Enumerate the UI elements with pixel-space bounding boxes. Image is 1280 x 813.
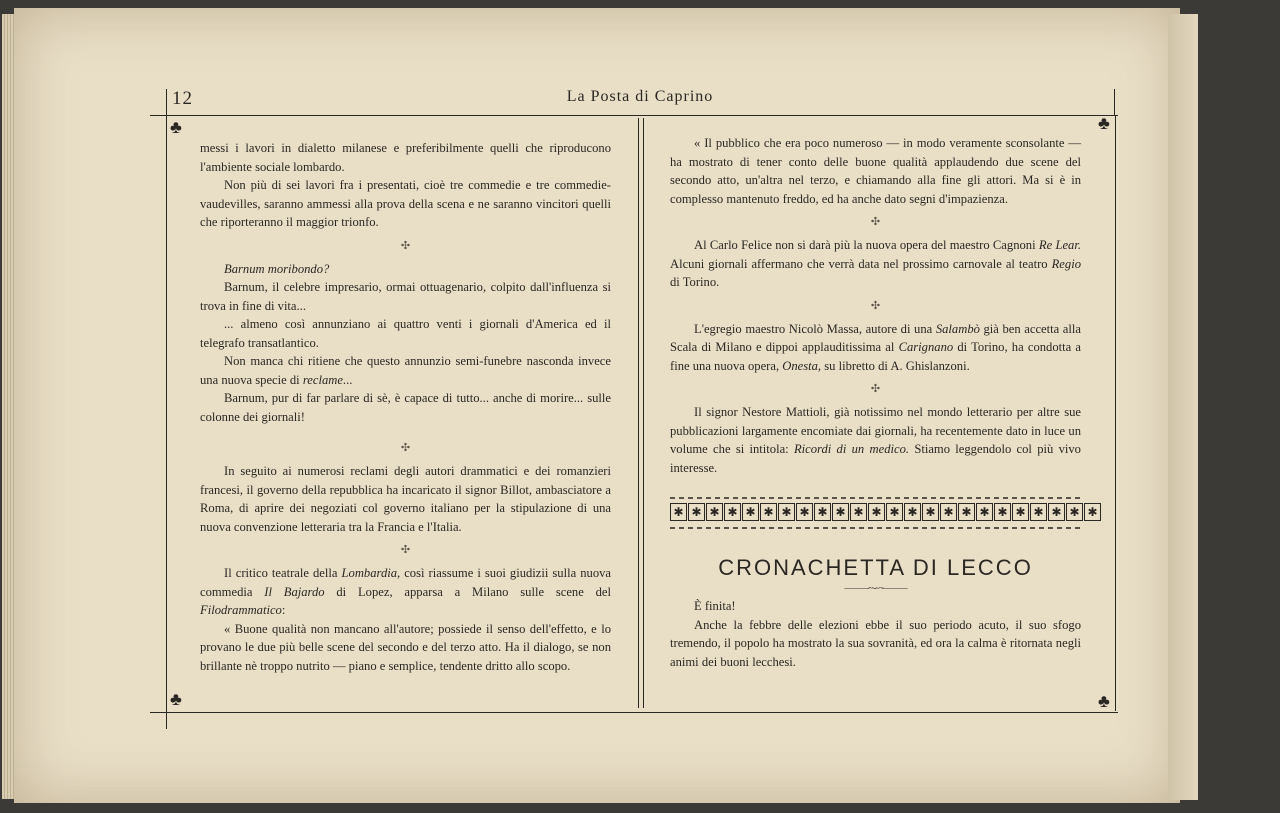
quoted-review: « Buone qualità non mancano all'autore; possiede il senso dell'effetto, e lo provano le due più belle scene del secondo e del terzo atto. Ha il dialogo, se non brillante nè troppo nutrito — piano e semplice, tendente dritto allo scopo.	[200, 621, 611, 673]
running-title: La Posta di Caprino	[566, 88, 714, 105]
clover-corner-ornament-icon: ♣	[1098, 691, 1110, 711]
clover-corner-ornament-icon: ♣	[170, 117, 182, 137]
heading-flourish-icon: ———~∽~———	[844, 583, 907, 593]
clover-corner-ornament-icon: ♣	[1098, 113, 1110, 133]
small-floral-divider-icon: ✣	[400, 239, 411, 252]
star-tile-band-icon: ✱ ✱ ✱ ✱ ✱ ✱ ✱ ✱ ✱ ✱ ✱ ✱ ✱ ✱ ✱ ✱ ✱ ✱ ✱ ✱ ✱ ✱ ✱ ✱	[670, 503, 1081, 521]
article-paragraph: Barnum, pur di far parlare di sè, è capace di tutto... anche di morire... sulle colonne dei giornali!	[200, 391, 611, 424]
article-paragraph: Il signor Nestore Mattioli, già notissimo nel mondo letterario per altre sue pubblicazioni largamente encomiate dai giornali, ha recentemente dato in luce un volume che si intitola: Ricordi di un medico. Stiamo leggendolo col più vivo interesse.	[670, 405, 1081, 475]
small-floral-divider-icon: ✣	[870, 216, 881, 228]
article-paragraph: Non manca chi ritiene che questo annunzio semi-funebre nasconda invece una nuova specie di reclame...	[200, 354, 611, 387]
band-dash-rule	[670, 497, 1081, 499]
article-paragraph: È finita!	[694, 599, 736, 613]
small-floral-divider-icon: ✣	[400, 544, 411, 556]
article-continuation: messi i lavori in dialetto milanese e preferibilmente quelli che riproducono l'ambiente sociale lombardo.	[200, 141, 611, 174]
right-column	[670, 134, 1098, 671]
article-paragraph: Barnum, il celebre impresario, ormai ottuagenario, colpito dall'influenza si trova in fine di vita...	[200, 280, 611, 313]
small-floral-divider-icon: ✣	[400, 442, 411, 454]
column-divider	[638, 118, 639, 708]
article-paragraph: L'egregio maestro Nicolò Massa, autore di una Salambò già ben accetta alla Scala di Milano e dippoi applauditissima al Carignano di Torino, ha condotta a fine una nuova opera, Onesta, su libretto di A. Ghislanzoni.	[670, 321, 1081, 373]
small-floral-divider-icon: ✣	[870, 299, 881, 312]
band-dash-rule	[670, 527, 1081, 529]
frame-left-rule	[166, 115, 167, 729]
quoted-review: « Il pubblico che era poco numeroso — in modo veramente sconsolante — ha mostrato di tener conto delle buone qualità applaudendo due scene del secondo atto, un'altra nel terzo, e chiamando alla fine gli attori. Ma si è in complesso mantenuto freddo, ed ha anche dato segni d'impazienza.	[670, 136, 1081, 206]
column-divider	[643, 118, 644, 708]
article-paragraph: ... almeno così annunziano ai quattro venti i giornali d'America ed il telegrafo transatlantico.	[200, 317, 611, 350]
article-title: Barnum moribondo?	[224, 261, 330, 276]
page-number: 12	[172, 88, 193, 109]
article-paragraph: In seguito ai numerosi reclami degli autori drammatici e dei romanzieri francesi, il governo della repubblica ha incaricato il signor Billot, ambasciatore a Roma, di aprire dei negoziati col governo italiano per la stipulazione di una nuova convenzione letteraria tra la Francia e l'Italia.	[200, 464, 611, 534]
section-heading: CRONACHETTA DI LECCO	[718, 555, 1033, 580]
article-paragraph: Anche la febbre delle elezioni ebbe il suo periodo acuto, il suo sfogo tremendo, il popolo ha mostrato la sua sovranità, ed ora la calma è ritornata negli animi dei buoni lecchesi.	[670, 617, 1081, 669]
clover-corner-ornament-icon: ♣	[170, 689, 182, 709]
next-page-edge	[1168, 14, 1198, 800]
article-paragraph: Non più di sei lavori fra i presentati, cioè tre commedie e tre commedie-vaudevilles, saranno ammessi alla prova della scena e ne saranno vincitori quelli che riporteranno il maggior trionfo.	[200, 178, 611, 229]
left-column	[200, 139, 611, 675]
small-floral-divider-icon: ✣	[870, 383, 881, 395]
article-paragraph: Il critico teatrale della Lombardia, così riassume i suoi giudizii sulla nuova commedia Il Bajardo di Lopez, apparsa a Milano sulle scene del Filodrammatico:	[200, 566, 611, 617]
article-paragraph: Al Carlo Felice non si darà più la nuova opera del maestro Cagnoni Re Lear. Alcuni giornali affermano che verrà data nel prossimo carnovale al teatro Regio di Torino.	[670, 238, 1081, 289]
frame-right-rule	[1115, 115, 1116, 711]
